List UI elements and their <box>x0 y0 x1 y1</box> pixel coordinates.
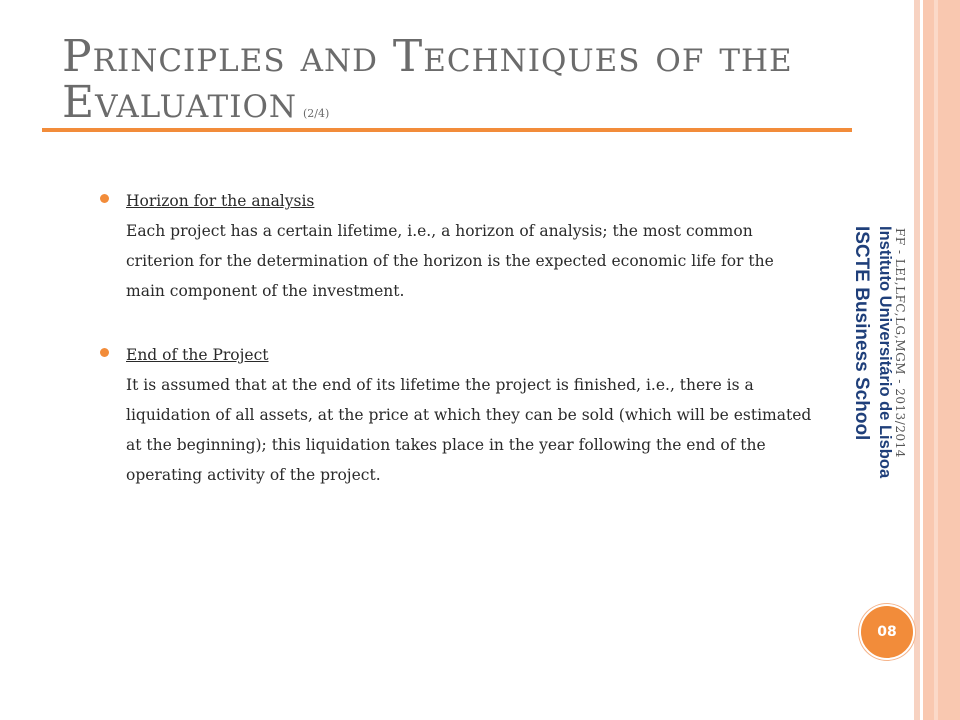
slide-title-page-ref: (2/4) <box>303 107 330 120</box>
item-body: It is assumed that at the end of its lifetime the project is finished, i.e., there is a liquidation of all assets, at the price at which they can be sold (which will be estimated at the beginning); this liquidation takes place in the year following the end of the operating activity of the project. <box>126 376 817 484</box>
slide-title-line2: Evaluation <box>62 77 298 128</box>
item-body: Each project has a certain lifetime, i.e., a horizon of analysis; the most common criterion for the determination of the horizon is the expected economic life for the main component of the investment. <box>126 222 779 300</box>
list-item-end-of-project <box>100 340 817 490</box>
logo-line2: Instituto Universitário de Lisboa <box>876 226 894 479</box>
item-heading: End of the Project <box>126 346 269 364</box>
slide-title-line1: Principles and Techniques of the <box>62 31 793 82</box>
slide-title <box>62 31 842 137</box>
bullet-icon <box>100 194 109 203</box>
decorative-side-stripes <box>914 0 960 720</box>
title-underline-rule <box>42 128 852 132</box>
list-item-horizon <box>100 186 812 306</box>
item-heading: Horizon for the analysis <box>126 192 315 210</box>
bullet-icon <box>100 348 109 357</box>
page-number-badge: 08 <box>859 604 915 660</box>
footer-course-text: FF - LEI,LFC,LG,MGM - 2013/2014 <box>893 228 907 458</box>
logo-line1: ISCTE Business School <box>851 226 872 441</box>
iscte-logo <box>836 226 892 482</box>
slide-content <box>100 186 817 516</box>
